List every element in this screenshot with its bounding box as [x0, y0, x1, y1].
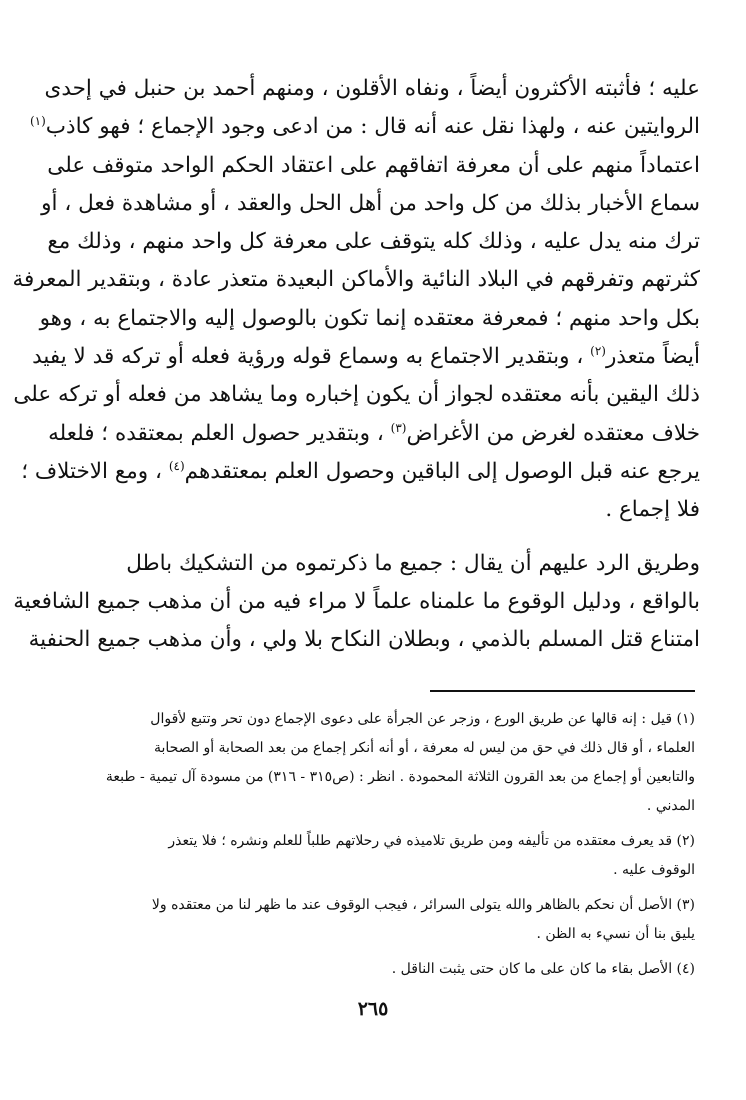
- text-line: وطريق الرد عليهم أن يقال : جميع ما ذكرتموه من التشكيك باطل: [126, 550, 700, 576]
- footnote-ref-1[interactable]: (١): [29, 114, 46, 129]
- text-segment: أيضاً متعذر: [605, 344, 700, 370]
- text-segment: ، ومع الاختلاف ؛: [21, 458, 162, 484]
- footnote-ref-4[interactable]: (٤): [168, 458, 185, 473]
- footnotes: [85, 705, 695, 990]
- paragraph-2: [13, 545, 700, 660]
- text-line: بكل واحد منهم ؛ فمعرفة معتقده إنما تكون بالوصول إليه والاجتماع به ، وهو: [39, 305, 700, 331]
- footnote-line: العلماء ، أو قال ذلك في حق من ليس له معرفة ، أو أنه أنكر إجماع من بعد الصحابة أو الصحابة: [154, 740, 695, 756]
- footnote-3: [85, 891, 695, 949]
- text-line: [32, 338, 700, 376]
- paragraph-1: [12, 70, 700, 530]
- text-line: سماع الأخبار بذلك من كل واحد من أهل الحل والعقد ، أو مشاهدة فعل ، أو: [41, 190, 700, 216]
- text-line: ذلك اليقين بأنه معتقده لجواز أن يكون إخباره وما يشاهد من فعله أو تركه على: [13, 382, 700, 408]
- footnote-separator: [430, 690, 695, 692]
- main-text: [12, 70, 700, 659]
- text-line: فلا إجماع .: [605, 497, 700, 523]
- footnote-line: (١) قيل : إنه قالها عن طريق الورع ، وزجر عن الجرأة على دعوى الإجماع دون تحر وتتبع لأقوال: [150, 711, 695, 727]
- footnote-ref-2[interactable]: (٢): [590, 343, 606, 358]
- text-line: [21, 453, 700, 491]
- footnote-line: (٣) الأصل أن نحكم بالظاهر والله يتولى السرائر ، فيجب الوقوف عند ما ظهر لنا من معتقده ولا: [151, 897, 695, 913]
- footnote-1: [85, 705, 695, 821]
- text-line: امتناع قتل المسلم بالذمي ، وبطلان النكاح بلا ولي ، وأن مذهب جميع الحنفية: [28, 627, 700, 653]
- footnote-line: والتابعين أو إجماع من بعد القرون الثلاثة المحمودة . انظر : (ص٣١٥ - ٣١٦) من مسودة آل تيمية - طبعة: [105, 769, 695, 785]
- footnote-line: المدني .: [646, 798, 695, 814]
- text-line: [29, 108, 700, 146]
- text-line: كثرتهم وتفرقهم في البلاد النائية والأماكن البعيدة متعذر عادة ، وبتقدير المعرفة: [12, 267, 700, 293]
- footnote-line: (٤) الأصل بقاء ما كان على ما كان حتى يثبت الناقل .: [391, 961, 695, 977]
- text-line: [48, 415, 700, 453]
- page-number: ٢٦٥: [357, 998, 389, 1020]
- text-segment: يرجع عنه قبل الوصول إلى الباقين وحصول العلم بمعتقدهم: [184, 458, 700, 484]
- text-segment: ، وبتقدير الاجتماع به وسماع قوله ورؤية فعله أو تركه قد لا يفيد: [32, 344, 584, 370]
- footnote-line: يليق بنا أن نسيء به الظن .: [536, 926, 695, 942]
- text-segment: خلاف معتقده لغرض من الأغراض: [406, 420, 700, 446]
- footnote-line: الوقوف عليه .: [613, 862, 695, 878]
- text-segment: الروايتين عنه ، ولهذا نقل عنه أنه قال : من ادعى وجود الإجماع ؛ فهو كاذب: [45, 114, 700, 140]
- text-line: عليه ؛ فأثبته الأكثرون أيضاً ، ونفاه الأقلون ، ومنهم أحمد بن حنبل في إحدى: [44, 76, 700, 101]
- footnote-ref-3[interactable]: (٣): [390, 420, 407, 435]
- text-segment: ، وبتقدير حصول العلم بمعتقده ؛ فلعله: [48, 420, 384, 446]
- text-line: اعتماداً منهم على أن معرفة اتفاقهم على اعتقاد الحكم الواحد متوقف على: [47, 152, 700, 178]
- footnote-2: [85, 827, 695, 885]
- text-line: ترك منه يدل عليه ، وذلك كله يتوقف على معرفة كل واحد منهم ، وذلك مع: [47, 229, 700, 255]
- footnote-line: (٢) قد يعرف معتقده من تأليفه ومن طريق تلاميذه في رحلاتهم طلباً للعلم ونشره ؛ فلا يتعذر: [168, 833, 695, 849]
- text-line: بالواقع ، ودليل الوقوع ما علمناه علماً لا مراء فيه من أن مذهب جميع الشافعية: [13, 588, 700, 614]
- footnote-4: [85, 955, 695, 984]
